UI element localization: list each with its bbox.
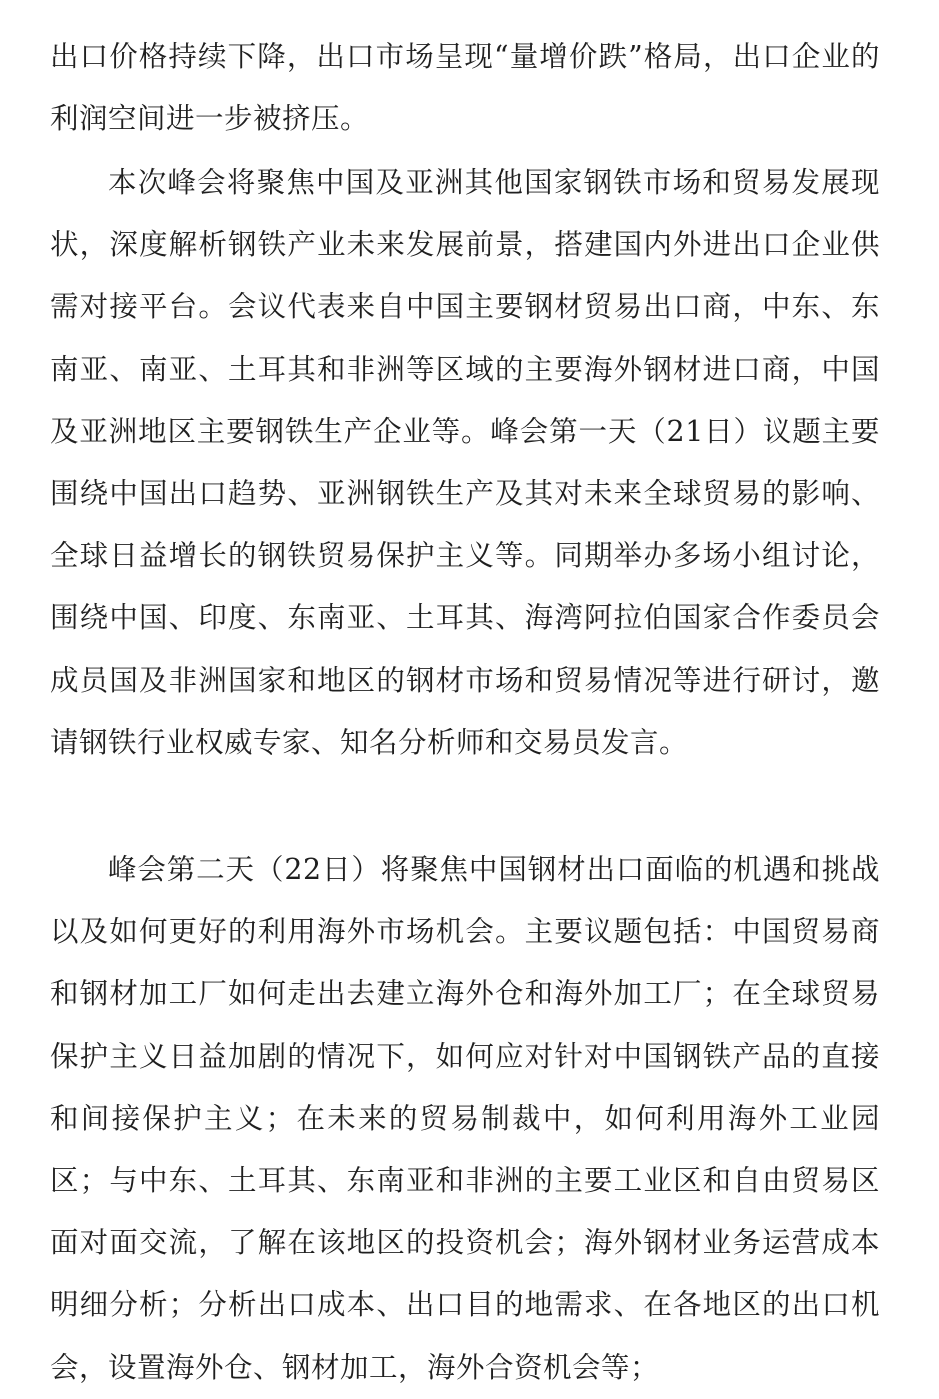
paragraph-second-day-agenda: 峰会第二天（22日）将聚焦中国钢材出口面临的机遇和挑战以及如何更好的利用海外市场机会。主要议题包括：中国贸易商和钢材加工厂如何走出去建立海外仓和海外加工厂；在全球贸易保护主义日益加剧的情况下，如何应对针对中国钢铁产品的直接和间接保护主义；在未来的贸易制裁中，如何利用海外工业园区；与中东、土耳其、东南亚和非洲的主要工业区和自由贸易区面对面交流，了解在该地区的投资机会；海外钢材业务运营成本明细分析；分析出口成本、出口目的地需求、在各地区的出口机会，设置海外仓、钢材加工，海外合资机会等； [50,853,880,1384]
paragraph-continuation: 出口价格持续下降，出口市场呈现“量增价跌”格局，出口企业的利润空间进一步被挤压。 [50,40,880,136]
paragraph-summit-overview: 本次峰会将聚焦中国及亚洲其他国家钢铁市场和贸易发展现状，深度解析钢铁产业未来发展前景，搭建国内外进出口企业供需对接平台。会议代表来自中国主要钢材贸易出口商，中东、东南亚、南亚、土耳其和非洲等区域的主要海外钢材进口商，中国及亚洲地区主要钢铁生产企业等。峰会第一天（21日）议题主要围绕中国出口趋势、亚洲钢铁生产及其对未来全球贸易的影响、全球日益增长的钢铁贸易保护主义等。同期举办多场小组讨论，围绕中国、印度、东南亚、土耳其、海湾阿拉伯国家合作委员会成员国及非洲国家和地区的钢材市场和贸易情况等进行研讨，邀请钢铁行业权威专家、知名分析师和交易员发言。 [50,166,880,759]
